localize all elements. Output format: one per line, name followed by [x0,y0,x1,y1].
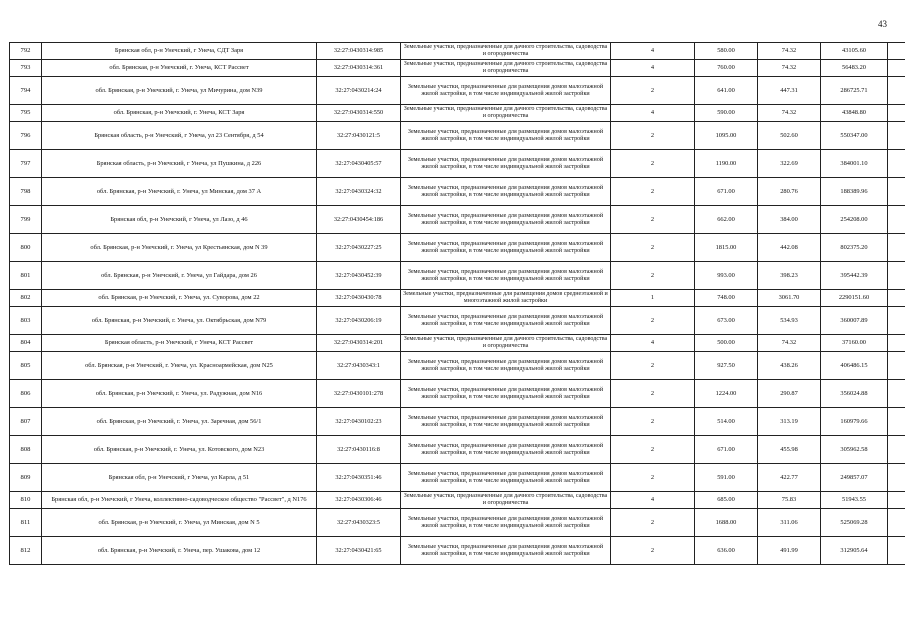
rate-cell: 447.31 [758,77,821,105]
row-number: 798 [10,178,42,206]
cadastral-number-cell: 32:27:0430405:57 [317,150,401,178]
area-cell: 1190.00 [695,150,758,178]
cadastral-value-cell: 305962.58 [821,436,888,464]
rate-cell: 534.93 [758,307,821,335]
area-cell: 1688.00 [695,509,758,537]
cadastral-value-cell: 43848.80 [821,105,888,122]
area-cell: 1095.00 [695,122,758,150]
table-row [10,206,905,234]
table-row [10,492,905,509]
address-cell: обл. Брянская, р-н Унечский, г. Унеча, КСТ Рассвет [42,60,317,77]
cadastral-value-cell: 56483.20 [821,60,888,77]
rate-cell: 74.32 [758,60,821,77]
empty-cell [888,509,905,537]
purpose-cell: Земельные участки, предназначенные для размещения домов малоэтажной жилой застройки, в том числе индивидуальной жилой застройки [401,122,611,150]
cadastral-number-cell: 32:27:0430314:550 [317,105,401,122]
group-cell: 2 [611,380,695,408]
purpose-cell: Земельные участки, предназначенные для размещения домов малоэтажной жилой застройки, в том числе индивидуальной жилой застройки [401,436,611,464]
empty-cell [888,105,905,122]
purpose-cell: Земельные участки, предназначенные для размещения домов малоэтажной жилой застройки, в том числе индивидуальной жилой застройки [401,178,611,206]
cadastral-number-cell: 32:27:0430323:5 [317,509,401,537]
area-cell: 1815.00 [695,234,758,262]
cadastral-number-cell: 32:27:0430343:1 [317,352,401,380]
table-row [10,408,905,436]
group-cell: 1 [611,290,695,307]
cadastral-value-cell: 249857.07 [821,464,888,492]
cadastral-value-cell: 550347.00 [821,122,888,150]
purpose-cell: Земельные участки, предназначенные для дачного строительства, садоводства и огородничества [401,492,611,509]
row-number: 797 [10,150,42,178]
rate-cell: 398.23 [758,262,821,290]
cadastral-value-cell: 525069.28 [821,509,888,537]
area-cell: 636.00 [695,537,758,565]
area-cell: 590.00 [695,105,758,122]
area-cell: 662.00 [695,206,758,234]
table-row [10,105,905,122]
cadastral-number-cell: 32:27:0430121:5 [317,122,401,150]
empty-cell [888,178,905,206]
row-number: 805 [10,352,42,380]
empty-cell [888,464,905,492]
area-cell: 500.00 [695,335,758,352]
rate-cell: 322.69 [758,150,821,178]
empty-cell [888,262,905,290]
purpose-cell: Земельные участки, предназначенные для дачного строительства, садоводства и огородничества [401,43,611,60]
group-cell: 2 [611,262,695,290]
area-cell: 641.00 [695,77,758,105]
table-row [10,464,905,492]
rate-cell: 311.06 [758,509,821,537]
cadastral-number-cell: 32:27:0430306:46 [317,492,401,509]
address-cell: Брянская обл, р-н Унечский, г Унеча, ул Лазо, д 46 [42,206,317,234]
cadastral-value-cell: 395442.39 [821,262,888,290]
rate-cell: 3061.70 [758,290,821,307]
address-cell: обл. Брянская, р-н Унечский, г. Унеча, ул Гайдара, дом 26 [42,262,317,290]
purpose-cell: Земельные участки, предназначенные для размещения домов малоэтажной жилой застройки, в том числе индивидуальной жилой застройки [401,537,611,565]
table-row [10,77,905,105]
address-cell: обл. Брянская, р-н Унечский, г. Унеча, ул. Заречная, дом 56/1 [42,408,317,436]
cadastral-number-cell: 32:27:0430430:78 [317,290,401,307]
rate-cell: 384.00 [758,206,821,234]
empty-cell [888,150,905,178]
row-number: 800 [10,234,42,262]
register-body [10,43,905,565]
row-number: 812 [10,537,42,565]
rate-cell: 290.87 [758,380,821,408]
empty-cell [888,335,905,352]
purpose-cell: Земельные участки, предназначенные для дачного строительства, садоводства и огородничества [401,335,611,352]
purpose-cell: Земельные участки, предназначенные для размещения домов среднеэтажной и многоэтажной жилой застройки [401,290,611,307]
table-row [10,150,905,178]
area-cell: 927.50 [695,352,758,380]
rate-cell: 75.83 [758,492,821,509]
cadastral-number-cell: 32:27:0430227:25 [317,234,401,262]
cadastral-number-cell: 32:27:0430452:39 [317,262,401,290]
cadastral-value-cell: 312905.64 [821,537,888,565]
purpose-cell: Земельные участки, предназначенные для размещения домов малоэтажной жилой застройки, в том числе индивидуальной жилой застройки [401,150,611,178]
cadastral-number-cell: 32:27:0430102:23 [317,408,401,436]
purpose-cell: Земельные участки, предназначенные для размещения домов малоэтажной жилой застройки, в том числе индивидуальной жилой застройки [401,408,611,436]
rate-cell: 502.60 [758,122,821,150]
row-number: 809 [10,464,42,492]
cadastral-value-cell: 384001.10 [821,150,888,178]
group-cell: 2 [611,77,695,105]
row-number: 799 [10,206,42,234]
group-cell: 4 [611,43,695,60]
empty-cell [888,206,905,234]
cadastral-number-cell: 32:27:0430101:278 [317,380,401,408]
rate-cell: 422.77 [758,464,821,492]
area-cell: 685.00 [695,492,758,509]
row-number: 801 [10,262,42,290]
group-cell: 2 [611,352,695,380]
purpose-cell: Земельные участки, предназначенные для размещения домов малоэтажной жилой застройки, в том числе индивидуальной жилой застройки [401,206,611,234]
row-number: 796 [10,122,42,150]
rate-cell: 74.32 [758,43,821,60]
address-cell: обл. Брянская, р-н Унечский, г. Унеча, ул Минская, дом 37 А [42,178,317,206]
cadastral-number-cell: 32:27:0430214:24 [317,77,401,105]
area-cell: 671.00 [695,436,758,464]
table-row [10,178,905,206]
row-number: 804 [10,335,42,352]
group-cell: 4 [611,105,695,122]
area-cell: 514.00 [695,408,758,436]
purpose-cell: Земельные участки, предназначенные для размещения домов малоэтажной жилой застройки, в том числе индивидуальной жилой застройки [401,464,611,492]
empty-cell [888,492,905,509]
purpose-cell: Земельные участки, предназначенные для размещения домов малоэтажной жилой застройки, в том числе индивидуальной жилой застройки [401,509,611,537]
group-cell: 4 [611,60,695,77]
group-cell: 2 [611,122,695,150]
address-cell: обл. Брянская, р-н Унечский, г. Унеча, ул. Суворова, дом 22 [42,290,317,307]
cadastral-number-cell: 32:27:0430314:985 [317,43,401,60]
empty-cell [888,307,905,335]
purpose-cell: Земельные участки, предназначенные для размещения домов малоэтажной жилой застройки, в том числе индивидуальной жилой застройки [401,262,611,290]
purpose-cell: Земельные участки, предназначенные для размещения домов малоэтажной жилой застройки, в том числе индивидуальной жилой застройки [401,234,611,262]
cadastral-value-cell: 160979.66 [821,408,888,436]
cadastral-number-cell: 32:27:0430421:65 [317,537,401,565]
group-cell: 2 [611,436,695,464]
area-cell: 760.00 [695,60,758,77]
purpose-cell: Земельные участки, предназначенные для размещения домов малоэтажной жилой застройки, в том числе индивидуальной жилой застройки [401,352,611,380]
cadastral-value-cell: 37160.00 [821,335,888,352]
page-number: 43 [878,19,887,29]
row-number: 792 [10,43,42,60]
cadastral-number-cell: 32:27:0430314:361 [317,60,401,77]
area-cell: 671.00 [695,178,758,206]
area-cell: 993.00 [695,262,758,290]
row-number: 794 [10,77,42,105]
cadastral-number-cell: 32:27:0430351:46 [317,464,401,492]
empty-cell [888,408,905,436]
area-cell: 591.00 [695,464,758,492]
empty-cell [888,436,905,464]
group-cell: 2 [611,234,695,262]
purpose-cell: Земельные участки, предназначенные для размещения домов малоэтажной жилой застройки, в том числе индивидуальной жилой застройки [401,307,611,335]
address-cell: Брянская обл, р-н Унечский, г Унеча, ул Карла, д 51 [42,464,317,492]
row-number: 807 [10,408,42,436]
cadastral-number-cell: 32:27:0430314:201 [317,335,401,352]
empty-cell [888,60,905,77]
group-cell: 2 [611,178,695,206]
group-cell: 2 [611,537,695,565]
empty-cell [888,380,905,408]
empty-cell [888,234,905,262]
address-cell: обл. Брянская, р-н Унечский, г. Унеча, ул Мичурина, дом N39 [42,77,317,105]
group-cell: 2 [611,464,695,492]
empty-cell [888,290,905,307]
address-cell: обл. Брянская, р-н Унечский, г. Унеча, КСТ Заря [42,105,317,122]
cadastral-value-cell: 356024.88 [821,380,888,408]
table-row [10,436,905,464]
group-cell: 4 [611,335,695,352]
group-cell: 2 [611,509,695,537]
address-cell: обл. Брянская, р-н Унечский, г. Унеча, ул. Котовского, дом N23 [42,436,317,464]
purpose-cell: Земельные участки, предназначенные для дачного строительства, садоводства и огородничества [401,105,611,122]
rate-cell: 455.98 [758,436,821,464]
group-cell: 2 [611,408,695,436]
address-cell: Брянская область, р-н Унечский, г Унеча, ул Пушкина, д 226 [42,150,317,178]
address-cell: обл. Брянская, р-н Унечский, г. Унеча, ул. Красноармейская, дом N25 [42,352,317,380]
address-cell: обл. Брянская, р-н Унечский, г. Унеча, ул. Радужная, дом N16 [42,380,317,408]
area-cell: 748.00 [695,290,758,307]
empty-cell [888,122,905,150]
address-cell: Брянская обл, р-н Унечский, г Унеча, СДТ Заря [42,43,317,60]
rate-cell: 280.76 [758,178,821,206]
table-row [10,234,905,262]
row-number: 806 [10,380,42,408]
row-number: 802 [10,290,42,307]
row-number: 810 [10,492,42,509]
address-cell: обл. Брянская, р-н Унечский, г. Унеча, ул. Октябрьская, дом N79 [42,307,317,335]
cadastral-value-cell: 51943.55 [821,492,888,509]
area-cell: 673.00 [695,307,758,335]
table-row [10,509,905,537]
address-cell: Брянская обл, р-н Унечский, г Унеча, коллективно-садоводческое общество "Рассвет", д N176 [42,492,317,509]
cadastral-number-cell: 32:27:0430206:19 [317,307,401,335]
cadastral-value-cell: 360007.89 [821,307,888,335]
table-row [10,262,905,290]
empty-cell [888,77,905,105]
rate-cell: 438.26 [758,352,821,380]
row-number: 795 [10,105,42,122]
area-cell: 580.00 [695,43,758,60]
rate-cell: 491.99 [758,537,821,565]
cadastral-number-cell: 32:27:0430454:186 [317,206,401,234]
table-row [10,43,905,60]
group-cell: 2 [611,206,695,234]
purpose-cell: Земельные участки, предназначенные для размещения домов малоэтажной жилой застройки, в том числе индивидуальной жилой застройки [401,77,611,105]
table-row [10,122,905,150]
address-cell: обл. Брянская, р-н Унечский, г. Унеча, ул Крестьянская, дом N 39 [42,234,317,262]
rate-cell: 74.32 [758,105,821,122]
area-cell: 1224.00 [695,380,758,408]
table-row [10,60,905,77]
cadastral-value-cell: 286725.71 [821,77,888,105]
row-number: 793 [10,60,42,77]
address-cell: Брянская область, р-н Унечский, г Унеча, ул 23 Сентября, д 54 [42,122,317,150]
cadastral-number-cell: 32:27:0430116:8 [317,436,401,464]
cadastral-value-cell: 43105.60 [821,43,888,60]
table-row [10,537,905,565]
rate-cell: 442.08 [758,234,821,262]
cadastral-value-cell: 2290151.60 [821,290,888,307]
group-cell: 4 [611,492,695,509]
rate-cell: 313.19 [758,408,821,436]
cadastral-value-cell: 406486.15 [821,352,888,380]
purpose-cell: Земельные участки, предназначенные для дачного строительства, садоводства и огородничества [401,60,611,77]
cadastral-value-cell: 254208.00 [821,206,888,234]
empty-cell [888,352,905,380]
cadastral-value-cell: 802375.20 [821,234,888,262]
group-cell: 2 [611,307,695,335]
group-cell: 2 [611,150,695,178]
table-row [10,290,905,307]
cadastral-number-cell: 32:27:0430324:32 [317,178,401,206]
address-cell: обл. Брянская, р-н Унечский, г. Унеча, пер. Ушакова, дом 12 [42,537,317,565]
row-number: 811 [10,509,42,537]
empty-cell [888,537,905,565]
table-row [10,335,905,352]
purpose-cell: Земельные участки, предназначенные для размещения домов малоэтажной жилой застройки, в том числе индивидуальной жилой застройки [401,380,611,408]
row-number: 808 [10,436,42,464]
table-row [10,352,905,380]
table-row [10,307,905,335]
address-cell: Брянская область, р-н Унечский, г Унеча, КСТ Рассвет [42,335,317,352]
land-register-table [9,42,905,565]
empty-cell [888,43,905,60]
rate-cell: 74.32 [758,335,821,352]
row-number: 803 [10,307,42,335]
address-cell: обл. Брянская, р-н Унечский, г. Унеча, ул Минская, дом N 5 [42,509,317,537]
cadastral-value-cell: 188389.96 [821,178,888,206]
table-row [10,380,905,408]
